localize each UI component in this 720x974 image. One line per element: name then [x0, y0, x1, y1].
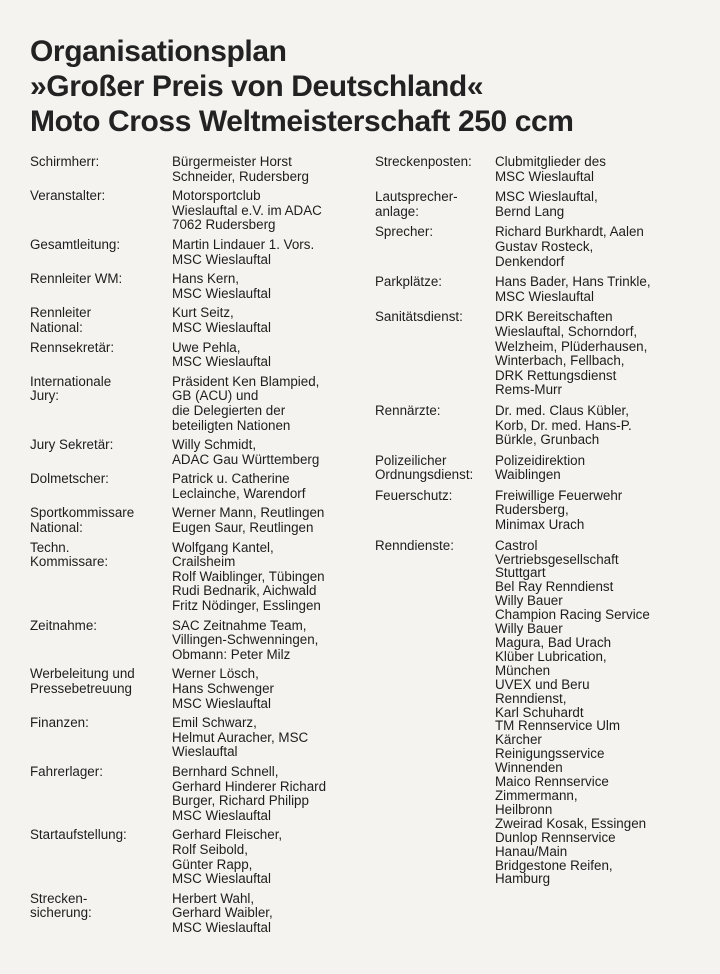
entry-label: Rennärzte: [375, 402, 441, 418]
entry-value: Kurt Seitz, MSC Wieslauftal [172, 305, 271, 335]
title-line-2: »Großer Preis von Deutschland« [30, 70, 484, 103]
entry-value: Patrick u. Catherine Leclainche, Warendorf [172, 471, 306, 501]
entry-finanzen [30, 716, 366, 760]
entry-value: Werner Lösch, Hans Schwenger MSC Wieslauftal [172, 666, 274, 711]
entry-value: Martin Lindauer 1. Vors. MSC Wieslauftal [172, 236, 315, 267]
entry-value: Hans Bader, Hans Trinkle, MSC Wieslauftal [495, 274, 651, 304]
right-column [375, 155, 715, 892]
entry-label: Streckenposten: [375, 154, 472, 169]
entry-streckenposten [375, 155, 715, 184]
entry-value: Bürgermeister Horst Schneider, Rudersberg [172, 154, 309, 184]
entry-label: Veranstalter: [30, 188, 106, 204]
entry-value: Emil Schwarz, Helmut Auracher, MSC Wieslauftal [172, 715, 309, 760]
entry-value: Clubmitglieder des MSC Wieslauftal [495, 154, 606, 184]
entry-label: Polizeilicher Ordnungsdienst: [375, 452, 474, 483]
page-title [30, 34, 574, 139]
entry-dolmetscher [30, 472, 366, 501]
entry-rennleiter-wm [30, 272, 366, 301]
entry-value: Castrol Vertriebsgesellschaft Stuttgart Bel Ray Renndienst Willy Bauer Champion Racing Service Willy Bauer Magura, Bad Urach Klüber Lubrication, München UVEX und Beru Renndienst, Karl Schuhardt TM Rennservice Ulm Kärcher Reinigungsservice Winnenden Maico Rennservice Zimmermann, Heilbronn Zweirad Kosak, Essingen Dunlop Rennservice Hanau/Main Bridgestone Reifen, Hamburg [495, 537, 650, 887]
entry-sportkommissare [30, 506, 366, 535]
entry-sanitaetsdienst [375, 310, 715, 398]
entry-label: Rennleiter National: [30, 305, 92, 335]
entry-streckensicherung [30, 892, 366, 936]
entry-label: Startaufstellung: [30, 827, 127, 843]
entry-veranstalter [30, 189, 366, 233]
entry-label: Gesamtleitung: [30, 236, 121, 252]
entry-value: Präsident Ken Blampied, GB (ACU) und die Delegierten der beteiligten Nationen [172, 373, 320, 433]
entry-feuerschutz [375, 489, 715, 533]
entry-label: Feuerschutz: [375, 487, 453, 503]
entry-value: Freiwillige Feuerwehr Rudersberg, Minimax Urach [495, 487, 623, 533]
entry-value: Herbert Wahl, Gerhard Waibler, MSC Wieslauftal [172, 890, 273, 935]
entry-label: Fahrerlager: [30, 763, 103, 779]
entry-renndienste [375, 539, 715, 887]
entry-label: Sanitätsdienst: [375, 309, 463, 325]
title-line-3: Moto Cross Weltmeisterschaft 250 ccm [30, 105, 574, 138]
entry-label: Rennsekretär: [30, 339, 115, 355]
title-line-1: Organisationsplan [30, 35, 287, 68]
entry-value: Wolfgang Kantel, Crailsheim Rolf Waiblinger, Tübingen Rudi Bednarik, Aichwald Fritz Nödinger, Esslingen [172, 539, 325, 614]
entry-label: Werbeleitung und Pressebetreuung [30, 666, 135, 696]
entry-value: Motorsportclub Wieslauftal e.V. im ADAC 7062 Rudersberg [172, 188, 322, 233]
entry-label: Schirmherr: [30, 154, 100, 169]
left-column [30, 155, 366, 941]
entry-rennleiter-national [30, 306, 366, 335]
entry-label: Techn. Kommissare: [30, 539, 109, 570]
entry-value: SAC Zeitnahme Team, Villingen-Schwenningen, Obmann: Peter Milz [172, 617, 319, 662]
entry-gesamtleitung [30, 238, 366, 267]
entry-value: Werner Mann, Reutlingen Eugen Saur, Reutlingen [172, 505, 325, 536]
entry-zeitnahme [30, 619, 366, 663]
entry-parkplaetze [375, 275, 715, 304]
entry-label: Rennleiter WM: [30, 271, 123, 287]
entry-label: Sportkommissare National: [30, 505, 135, 536]
entry-label: Parkplätze: [375, 274, 442, 290]
entry-fahrerlager [30, 765, 366, 823]
entry-internationale-jury [30, 375, 366, 433]
entry-label: Sprecher: [375, 224, 434, 240]
entry-label: Strecken- sicherung: [30, 890, 92, 921]
entry-value: Hans Kern, MSC Wieslauftal [172, 271, 271, 301]
entry-jury-sekretaer [30, 438, 366, 467]
entry-value: DRK Bereitschaften Wieslauftal, Schorndorf, Welzheim, Plüderhausen, Winterbach, Fellbach, DRK Rettungsdienst Rems-Murr [495, 309, 648, 398]
entry-label: Zeitnahme: [30, 617, 97, 633]
entry-value: Gerhard Fleischer, Rolf Seibold, Günter Rapp, MSC Wieslauftal [172, 827, 283, 887]
entry-lautsprecheranlage [375, 190, 715, 219]
entry-value: Richard Burkhardt, Aalen Gustav Rosteck, Denkendorf [495, 224, 644, 269]
entry-rennsekretaer [30, 341, 366, 370]
entry-sprecher [375, 225, 715, 269]
entry-schirmherr [30, 155, 366, 184]
entry-label: Lautsprecher- anlage: [375, 189, 458, 219]
entry-startaufstellung [30, 828, 366, 886]
entry-ordnungsdienst [375, 454, 715, 483]
entry-value: Willy Schmidt, ADAC Gau Württemberg [172, 437, 320, 467]
entry-value: MSC Wieslauftal, Bernd Lang [495, 189, 598, 219]
entry-label: Renndienste: [375, 537, 454, 553]
entry-value: Uwe Pehla, MSC Wieslauftal [172, 339, 271, 370]
entry-techn-kommissare [30, 541, 366, 614]
entry-label: Internationale Jury: [30, 373, 112, 404]
entry-label: Dolmetscher: [30, 471, 109, 487]
entry-label: Jury Sekretär: [30, 437, 114, 453]
entry-value: Bernhard Schnell, Gerhard Hinderer Richard Burger, Richard Philipp MSC Wieslauftal [172, 763, 327, 823]
entry-value: Dr. med. Claus Kübler, Korb, Dr. med. Hans-P. Bürkle, Grunbach [495, 402, 632, 448]
entry-rennaerzte [375, 404, 715, 448]
entry-werbeleitung [30, 667, 366, 711]
entry-label: Finanzen: [30, 715, 89, 731]
entry-value: Polizeidirektion Waiblingen [495, 452, 586, 483]
